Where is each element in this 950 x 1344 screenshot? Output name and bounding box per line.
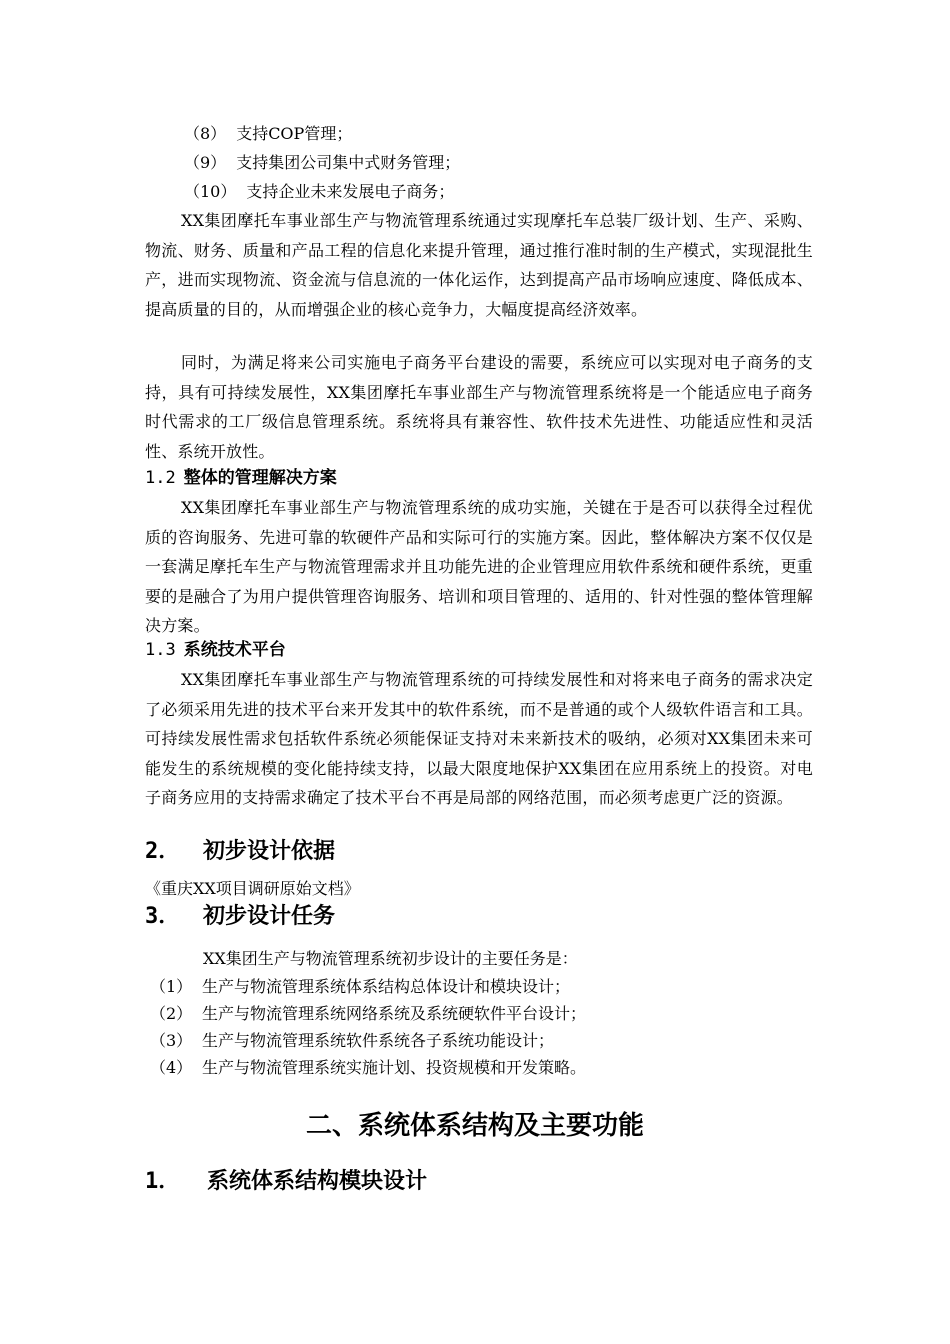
task-intro: XX集团生产与物流管理系统初步设计的主要任务是： xyxy=(203,949,578,968)
paragraph-system-goals: XX集团摩托车事业部生产与物流管理系统通过实现摩托车总装厂级计划、生产、采购、物流、财务、质量和产品工程的信息化来提升管理，通过推行准时制的生产模式，实现混批生产，进而实现物流、资金流与信息流的一体化运作，达到提高产品市场响应速度、降低成本、提高质量的目的，从而增强企业的核心竞争力，大幅度提高经济效率。 xyxy=(145,211,813,319)
section-heading-1-3 xyxy=(145,636,286,664)
list-item-number: （8） xyxy=(184,124,227,143)
section-heading-1-2 xyxy=(145,464,337,492)
section-title: 整体的管理解决方案 xyxy=(183,468,337,488)
section-heading-3 xyxy=(145,900,335,934)
section-number: 3． xyxy=(145,904,181,929)
list-item-text: 支持集团公司集中式财务管理； xyxy=(236,153,461,172)
list-item-text: 生产与物流管理系统体系结构总体设计和模块设计； xyxy=(202,977,571,996)
feature-list xyxy=(184,119,824,206)
section-heading-2 xyxy=(145,835,335,869)
section-number: 1.3 xyxy=(145,640,176,660)
design-basis-document: 《重庆XX项目调研原始文档》 xyxy=(145,879,360,898)
list-item xyxy=(184,119,824,148)
section-title: 初步设计任务 xyxy=(203,904,336,929)
list-item xyxy=(150,973,830,1000)
section-title: 系统体系结构模块设计 xyxy=(207,1169,428,1194)
list-item-text: 生产与物流管理系统网络系统及系统硬软件平台设计； xyxy=(202,1004,587,1023)
list-item xyxy=(150,1027,830,1054)
list-item-number: （2） xyxy=(150,1004,193,1023)
chapter-section-heading-1 xyxy=(145,1164,427,1200)
section-title: 初步设计依据 xyxy=(203,839,336,864)
list-item-number: （10） xyxy=(184,182,237,201)
section-number: 1． xyxy=(145,1169,181,1194)
task-list xyxy=(150,973,830,1081)
section-number: 1.2 xyxy=(145,468,176,488)
list-item xyxy=(184,177,824,206)
list-item-text: 生产与物流管理系统实施计划、投资规模和开发策略。 xyxy=(202,1058,587,1077)
list-item-number: （1） xyxy=(150,977,193,996)
list-item xyxy=(150,1000,830,1027)
list-item-text: 生产与物流管理系统软件系统各子系统功能设计； xyxy=(202,1031,555,1050)
list-item-text: 支持企业未来发展电子商务； xyxy=(246,182,455,201)
list-item-text: 支持COP管理； xyxy=(236,124,353,143)
list-item xyxy=(184,148,824,177)
list-item-number: （9） xyxy=(184,153,227,172)
paragraph-ecommerce-support: 同时，为满足将来公司实施电子商务平台建设的需要，系统应可以实现对电子商务的支持，具有可持续发展性，XX集团摩托车事业部生产与物流管理系统将是一个能适应电子商务时代需求的工厂级信息管理系统。系统将具有兼容性、软件技术先进性、功能适应性和灵活性、系统开放性。 xyxy=(145,353,813,461)
list-item-number: （3） xyxy=(150,1031,193,1050)
chapter-title: 二、系统体系结构及主要功能 xyxy=(305,1111,644,1141)
section-title: 系统技术平台 xyxy=(183,640,286,660)
list-item-number: （4） xyxy=(150,1058,193,1077)
list-item xyxy=(150,1054,830,1081)
paragraph-management-solution: XX集团摩托车事业部生产与物流管理系统的成功实施，关键在于是否可以获得全过程优质的咨询服务、先进可靠的软硬件产品和实际可行的实施方案。因此，整体解决方案不仅仅是一套满足摩托车生产与物流管理需求并且功能先进的企业管理应用软件系统和硬件系统，更重要的是融合了为用户提供管理咨询服务、培训和项目管理的、适用的、针对性强的整体管理解决方案。 xyxy=(145,498,813,636)
section-number: 2． xyxy=(145,839,181,864)
paragraph-technology-platform: XX集团摩托车事业部生产与物流管理系统的可持续发展性和对将来电子商务的需求决定了必须采用先进的技术平台来开发其中的软件系统，而不是普通的或个人级软件语言和工具。可持续发展性需求包括软件系统必须能保证支持对未来新技术的吸纳，必须对XX集团未来可能发生的系统规模的变化能持续支持，以最大限度地保护XX集团在应用系统上的投资。对电子商务应用的支持需求确定了技术平台不再是局部的网络范围，而必须考虑更广泛的资源。 xyxy=(145,670,813,808)
